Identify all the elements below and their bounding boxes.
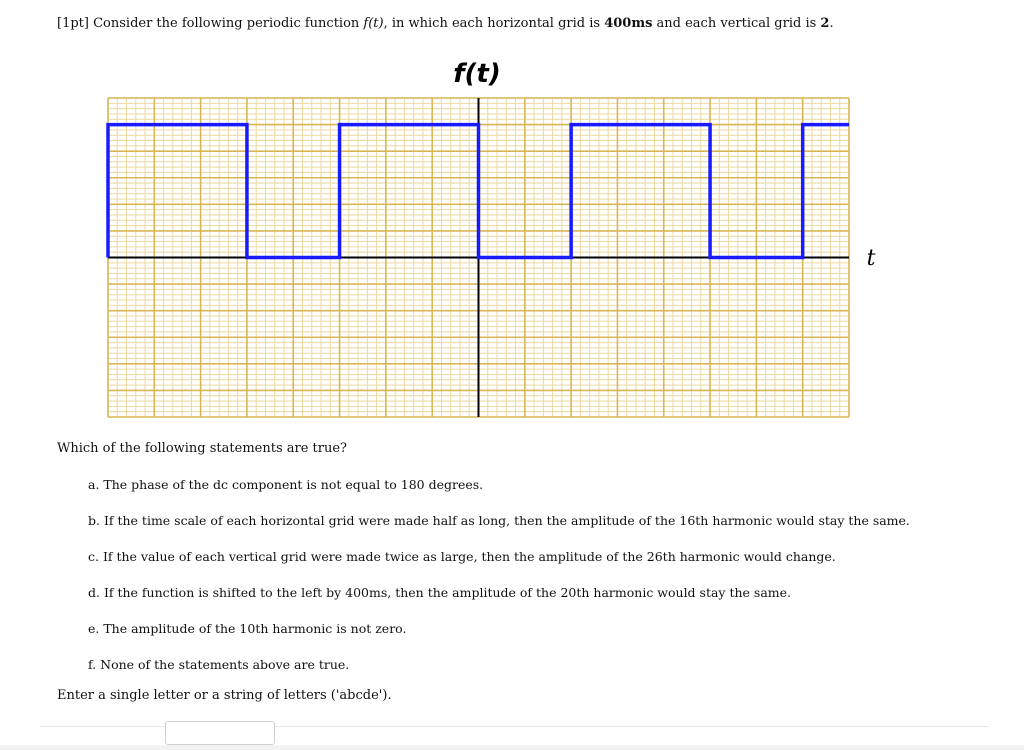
prompt-middle: , in which each horizontal grid is bbox=[383, 16, 605, 31]
answer-instructions: Enter a single letter or a string of letters ('abcde'). bbox=[57, 688, 392, 703]
prompt-end: . bbox=[829, 16, 834, 31]
bottom-band bbox=[0, 745, 1024, 750]
prompt-horizontal-value: 400ms bbox=[604, 16, 653, 31]
prompt-middle2: and each vertical grid is bbox=[652, 16, 821, 31]
chart-title: f(t) bbox=[453, 59, 501, 89]
option-e: e. The amplitude of the 10th harmonic is not zero. bbox=[88, 621, 407, 636]
option-a: a. The phase of the dc component is not equal to 180 degrees. bbox=[88, 477, 484, 492]
prompt-prefix: [1pt] Consider the following periodic function bbox=[57, 16, 364, 31]
answer-input[interactable] bbox=[165, 721, 275, 745]
question-text: Which of the following statements are true? bbox=[57, 441, 348, 456]
option-d: d. If the function is shifted to the left by 400ms, then the amplitude of the 20th harmonic would stay the same. bbox=[88, 585, 791, 600]
prompt-function: f(t) bbox=[363, 16, 384, 31]
prompt-vertical-value: 2 bbox=[820, 16, 830, 31]
options-list bbox=[88, 476, 910, 692]
option-f: f. None of the statements above are true. bbox=[88, 657, 350, 672]
x-axis-label: t bbox=[866, 246, 876, 271]
option-c: c. If the value of each vertical grid were made twice as large, then the amplitude of the 26th harmonic would change. bbox=[88, 549, 836, 564]
option-b: b. If the time scale of each horizontal grid were made half as long, then the amplitude of the 16th harmonic would stay the same. bbox=[88, 513, 910, 528]
